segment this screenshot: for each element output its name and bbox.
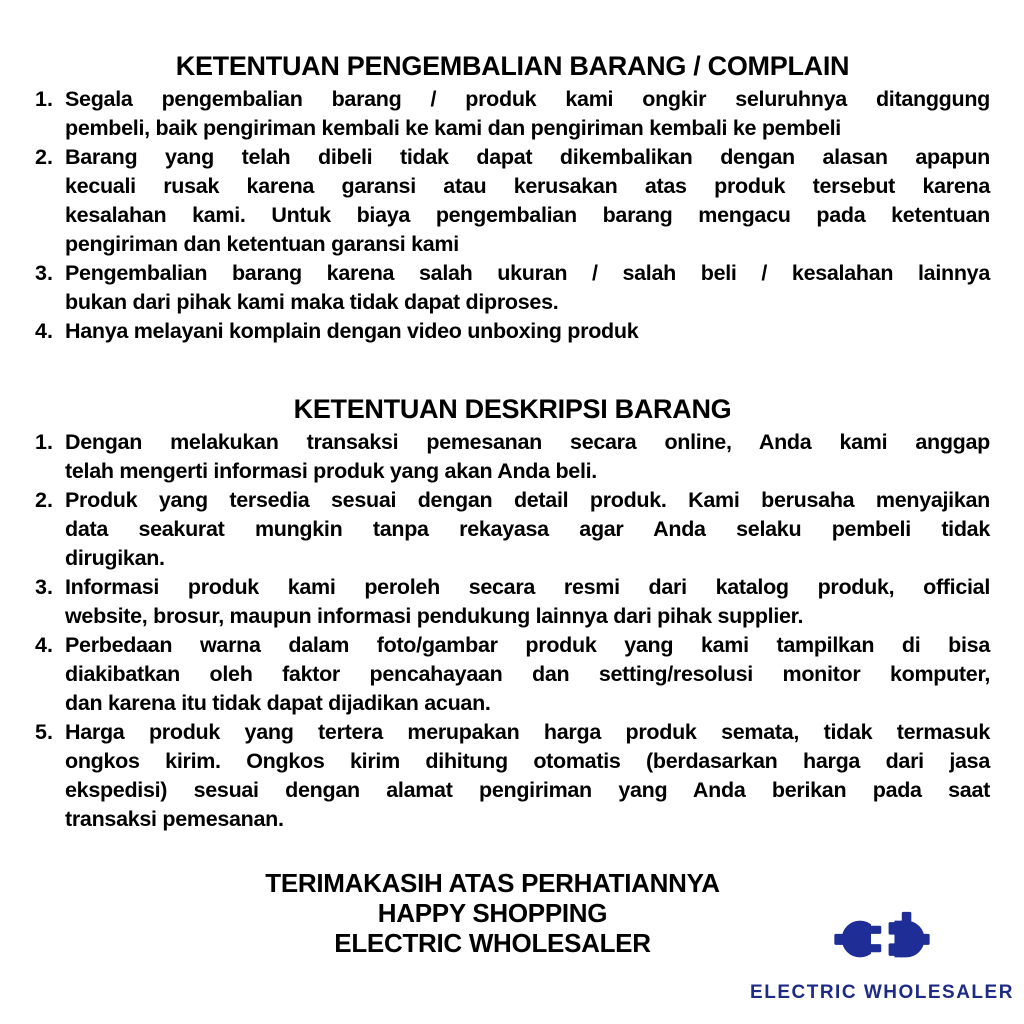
closing-line-store-name: ELECTRIC WHOLESALER: [334, 928, 651, 958]
text-line: telah mengerti informasi produk yang akan Anda beli.: [65, 459, 597, 483]
item-text: [65, 573, 990, 631]
electric-plugs-icon: [834, 906, 930, 972]
text-line: Produk yang tersedia sesuai dengan detail produk. Kami berusaha menyajikan: [65, 488, 990, 512]
text-line: Perbedaan warna dalam foto/gambar produk yang kami tampilkan di bisa: [65, 633, 990, 657]
item-text: [65, 631, 990, 718]
section-1: [35, 50, 990, 346]
text-line: Segala pengembalian barang / produk kami ongkir seluruhnya ditanggung: [65, 87, 990, 111]
text-line: ongkos kirim. Ongkos kirim dihitung otomatis (berdasarkan harga dari jasa: [65, 749, 990, 773]
list-item: [35, 631, 990, 718]
text-line: kesalahan kami. Untuk biaya pengembalian barang mengacu pada ketentuan: [65, 203, 990, 227]
list-item: [35, 317, 990, 346]
section-title: KETENTUAN PENGEMBALIAN BARANG / COMPLAIN: [175, 51, 850, 81]
text-line: data seakurat mungkin tanpa rekayasa agar Anda selaku pembeli tidak: [65, 517, 990, 541]
text-line: Hanya melayani komplain dengan video unboxing produk: [65, 319, 639, 343]
text-line: pengiriman dan ketentuan garansi kami: [65, 232, 459, 256]
item-number: 1.: [35, 87, 53, 111]
item-number: 4.: [35, 633, 53, 657]
item-text: [65, 428, 990, 486]
text-line: bukan dari pihak kami maka tidak dapat diproses.: [65, 290, 559, 314]
list-item: [35, 85, 990, 143]
list-item: [35, 259, 990, 317]
section-2: [35, 393, 990, 834]
text-line: dan karena itu tidak dapat dijadikan acuan.: [65, 691, 491, 715]
text-line: Informasi produk kami peroleh secara resmi dari katalog produk, official: [65, 575, 990, 599]
list-item: [35, 428, 990, 486]
text-line: Dengan melakukan transaksi pemesanan secara online, Anda kami anggap: [65, 430, 990, 454]
item-text: [65, 486, 990, 573]
list-item: [35, 143, 990, 259]
item-text: [65, 259, 990, 317]
section-title: KETENTUAN DESKRIPSI BARANG: [293, 394, 732, 424]
item-number: 2.: [35, 145, 53, 169]
closing-line-thanks: TERIMAKASIH ATAS PERHATIANNYA: [265, 868, 720, 898]
item-text: [65, 718, 990, 834]
item-number: 1.: [35, 430, 53, 454]
list-item: [35, 718, 990, 834]
text-line: diakibatkan oleh faktor pencahayaan dan setting/resolusi monitor komputer,: [65, 662, 990, 686]
text-line: ekspedisi) sesuai dengan alamat pengiriman yang Anda berikan pada saat: [65, 778, 990, 802]
closing-line-happy-shopping: HAPPY SHOPPING: [377, 898, 608, 928]
item-number: 5.: [35, 720, 53, 744]
text-line: dirugikan.: [65, 546, 165, 570]
item-number: 3.: [35, 575, 53, 599]
sections: [35, 50, 990, 834]
item-text: [65, 143, 990, 259]
item-text: [65, 85, 990, 143]
text-line: website, brosur, maupun informasi pendukung lainnya dari pihak supplier.: [65, 604, 804, 628]
brand-name-text: ELECTRIC WHOLESALER: [750, 982, 1014, 1003]
list-item: [35, 486, 990, 573]
text-line: Pengembalian barang karena salah ukuran / salah beli / kesalahan lainnya: [65, 261, 990, 285]
item-number: 2.: [35, 488, 53, 512]
text-line: transaksi pemesanan.: [65, 807, 284, 831]
item-text: [65, 317, 990, 346]
text-line: kecuali rusak karena garansi atau kerusakan atas produk tersebut karena: [65, 174, 990, 198]
item-number: 3.: [35, 261, 53, 285]
text-line: pembeli, baik pengiriman kembali ke kami dan pengiriman kembali ke pembeli: [65, 116, 841, 140]
list-item: [35, 573, 990, 631]
text-line: Barang yang telah dibeli tidak dapat dikembalikan dengan alasan apapun: [65, 145, 990, 169]
text-line: Harga produk yang tertera merupakan harga produk semata, tidak termasuk: [65, 720, 990, 744]
brand-logo: [746, 906, 1018, 1004]
item-number: 4.: [35, 319, 53, 343]
